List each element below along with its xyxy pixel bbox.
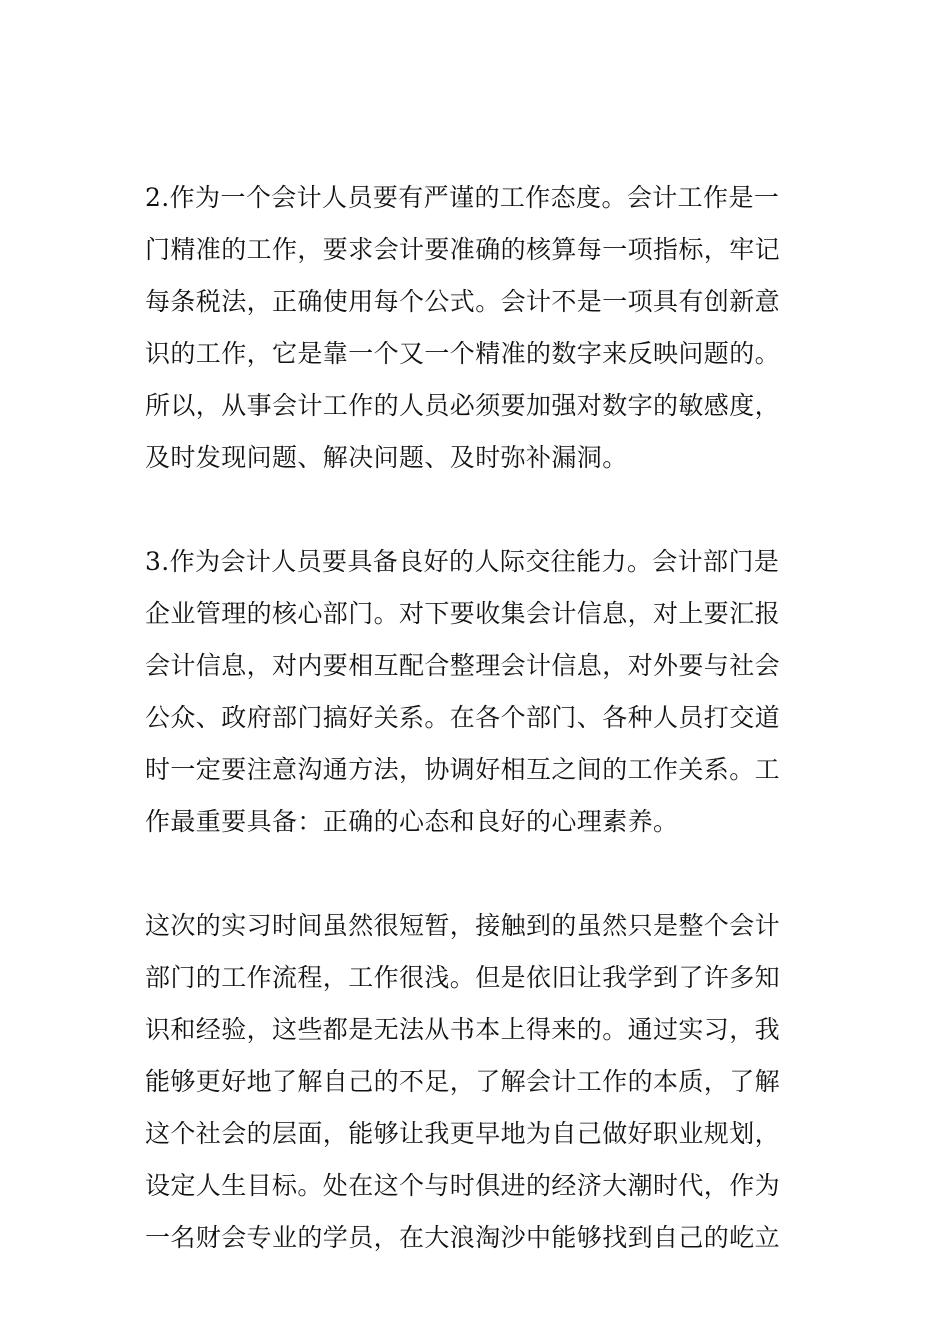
text-line: 门精准的工作，要求会计要准确的核算每一项指标，牢记 bbox=[145, 235, 781, 264]
text-line: 2.作为一个会计人员要有严谨的工作态度。会计工作是一 bbox=[145, 183, 780, 212]
paragraph-gap bbox=[145, 484, 810, 536]
text-line: 一名财会专业的学员，在大浪淘沙中能够找到自己的屹立 bbox=[145, 1223, 781, 1252]
text-line: 设定人生目标。处在这个与时俱进的经济大潮时代，作为 bbox=[145, 1171, 781, 1200]
text-line: 识的工作，它是靠一个又一个精准的数字来反映问题的。 bbox=[145, 339, 781, 368]
paragraph-work-attitude bbox=[145, 172, 810, 484]
text-line: 企业管理的核心部门。对下要收集会计信息，对上要汇报 bbox=[145, 599, 781, 628]
text-line: 及时发现问题、解决问题、及时弥补漏洞。 bbox=[145, 443, 628, 472]
text-line: 这次的实习时间虽然很短暂，接触到的虽然只是整个会计 bbox=[145, 911, 781, 940]
text-line: 能够更好地了解自己的不足，了解会计工作的本质，了解 bbox=[145, 1067, 781, 1096]
text-line: 作最重要具备：正确的心态和良好的心理素养。 bbox=[145, 807, 679, 836]
text-line: 识和经验，这些都是无法从书本上得来的。通过实习，我 bbox=[145, 1015, 781, 1044]
text-line: 时一定要注意沟通方法，协调好相互之间的工作关系。工 bbox=[145, 755, 781, 784]
paragraph-gap bbox=[145, 848, 810, 900]
paragraph-internship-summary bbox=[145, 900, 810, 1264]
text-line: 部门的工作流程，工作很浅。但是依旧让我学到了许多知 bbox=[145, 963, 781, 992]
text-line: 3.作为会计人员要具备良好的人际交往能力。会计部门是 bbox=[145, 547, 780, 576]
document-body bbox=[145, 172, 810, 1264]
text-line: 公众、政府部门搞好关系。在各个部门、各种人员打交道 bbox=[145, 703, 781, 732]
text-line: 这个社会的层面，能够让我更早地为自己做好职业规划， bbox=[145, 1119, 781, 1148]
text-line: 每条税法，正确使用每个公式。会计不是一项具有创新意 bbox=[145, 287, 781, 316]
paragraph-interpersonal-skills bbox=[145, 536, 810, 848]
text-line: 会计信息，对内要相互配合整理会计信息，对外要与社会 bbox=[145, 651, 781, 680]
text-line: 所以，从事会计工作的人员必须要加强对数字的敏感度， bbox=[145, 391, 781, 420]
